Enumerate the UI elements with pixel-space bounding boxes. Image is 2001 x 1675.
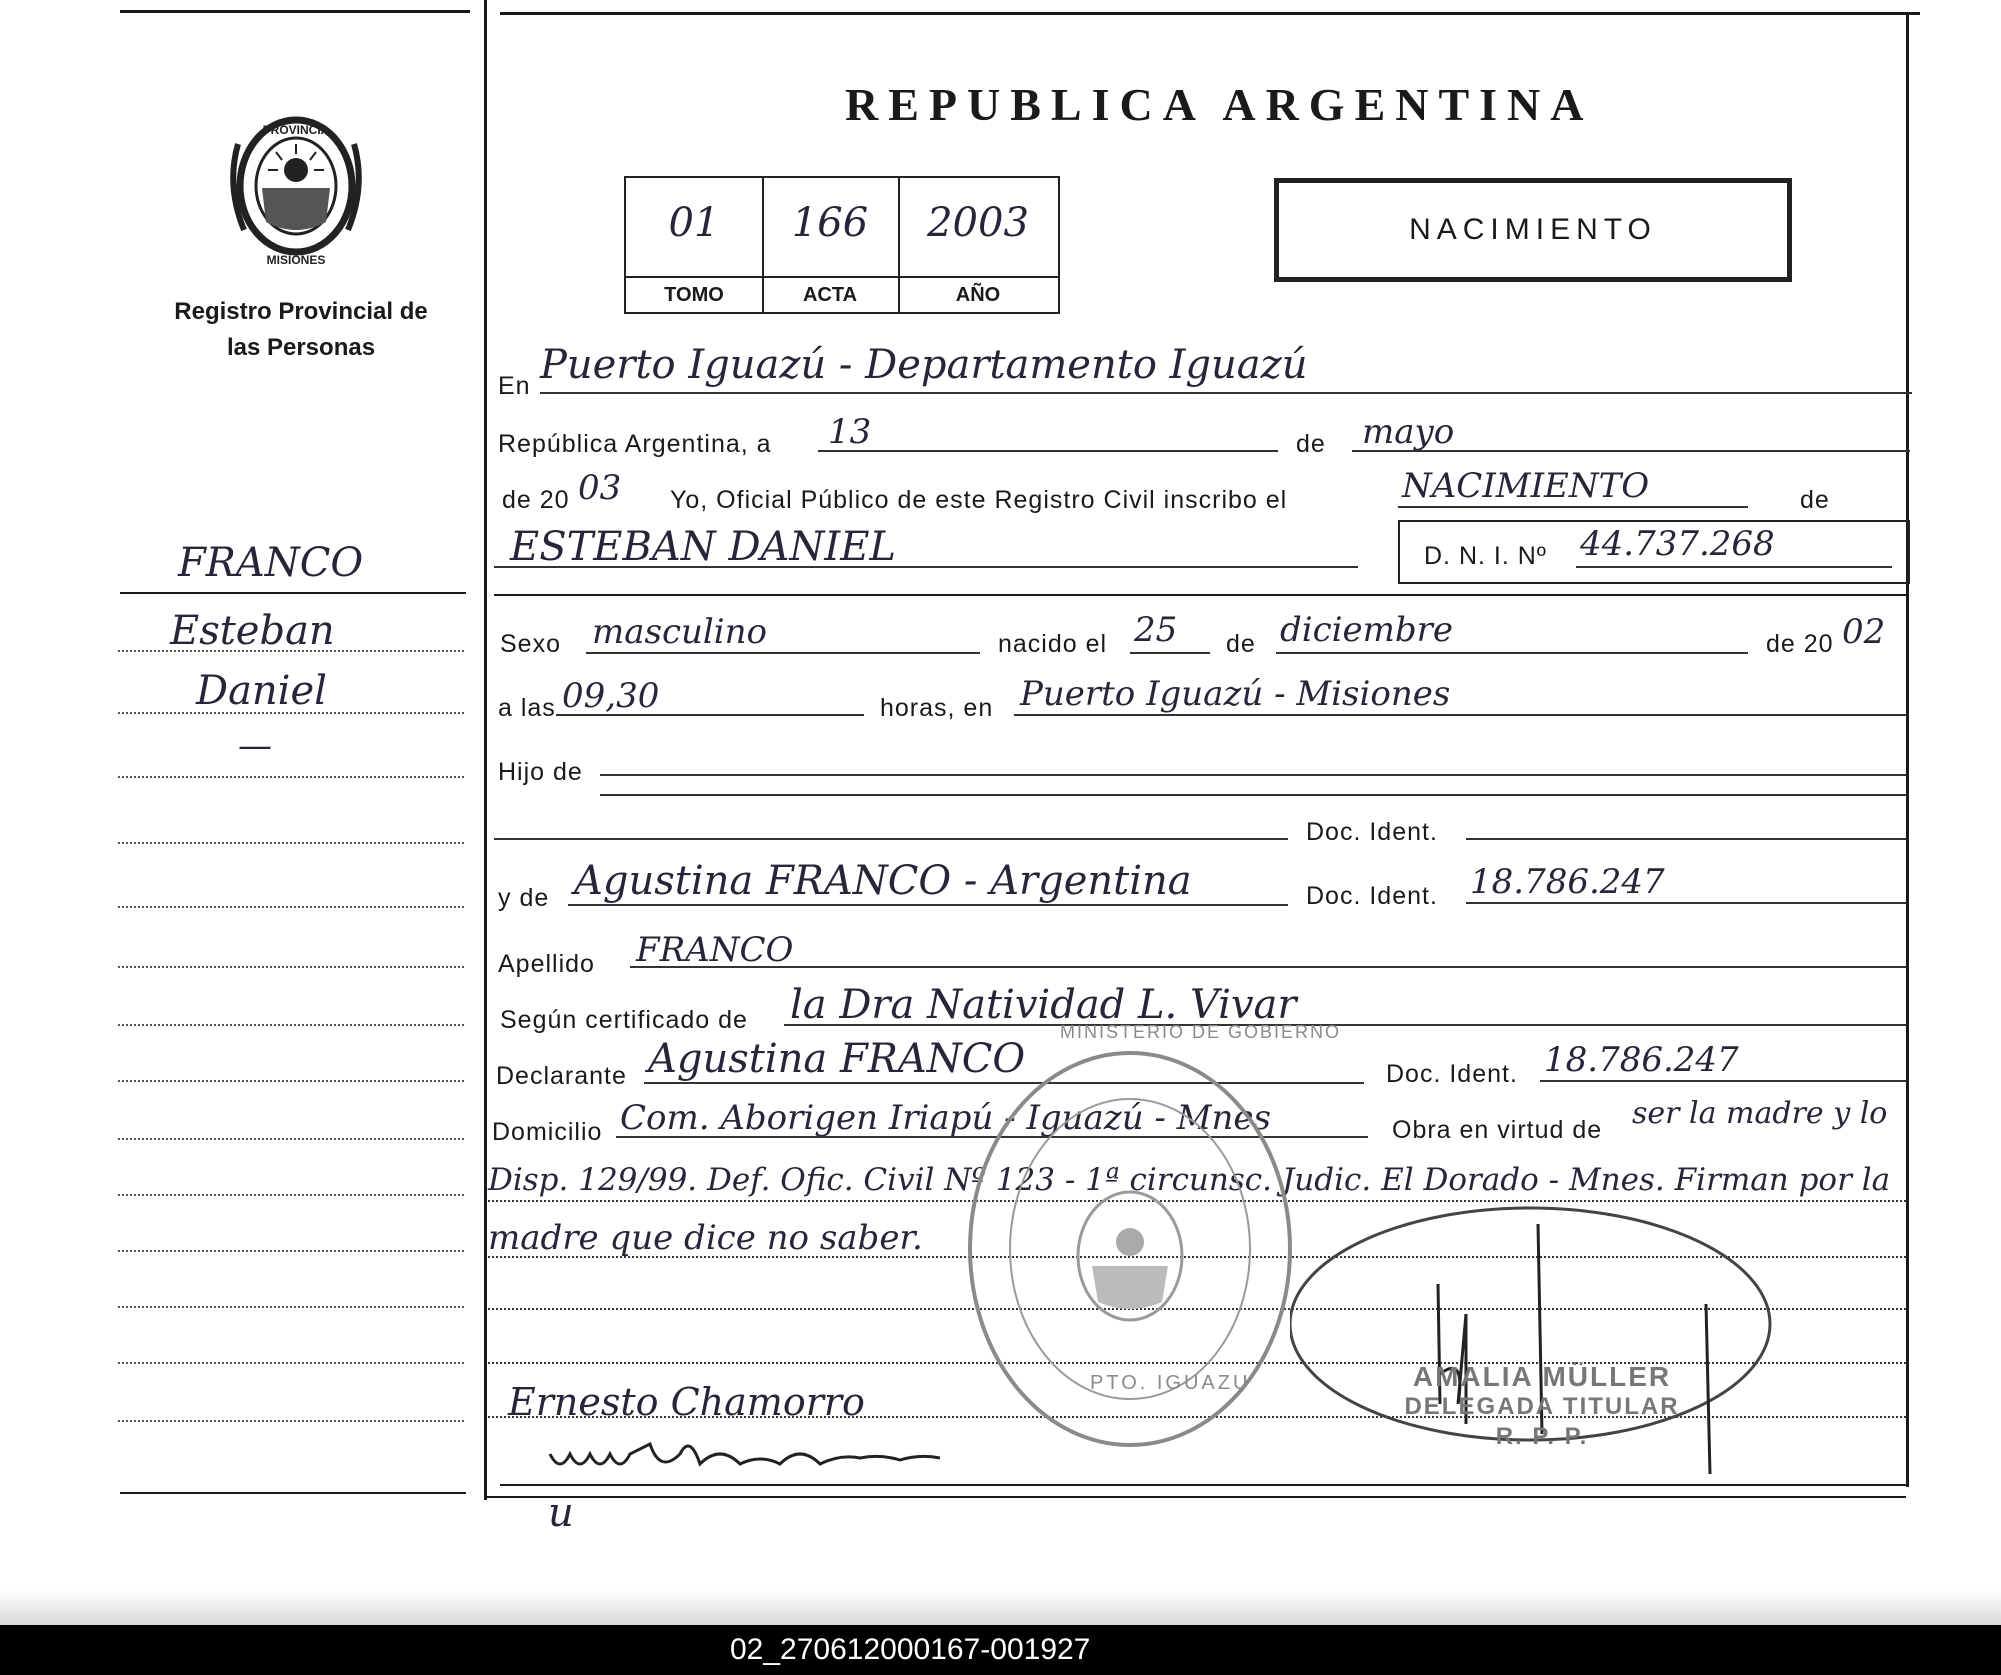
margin-dots <box>118 1138 464 1140</box>
seal-inner-text: MINISTERIO DE GOBIERNO <box>1060 1022 1342 1042</box>
y-de-label: y de <box>498 884 550 912</box>
declarante-value: Agustina FRANCO <box>648 1036 1026 1082</box>
full-name-value: ESTEBAN DANIEL <box>510 524 896 570</box>
official-name: AMALIA MÜLLER <box>1412 1361 1672 1392</box>
inscription-value: NACIMIENTO <box>1402 466 1650 506</box>
birth-place-value: Puerto Iguazú - Misiones <box>1020 674 1451 714</box>
margin-dots <box>118 966 464 968</box>
en-label: En <box>498 372 531 400</box>
mother-doc-value: 18.786.247 <box>1470 862 1665 902</box>
tomo-cell <box>626 178 764 312</box>
bottom-rule <box>500 1484 1906 1486</box>
witness-mark: u <box>548 1490 574 1536</box>
apellido-value: FRANCO <box>636 930 794 970</box>
margin-dots <box>118 1362 464 1364</box>
month-line <box>1352 450 1910 452</box>
margin-dots <box>118 1420 464 1422</box>
de-label-2: de <box>1800 486 1830 514</box>
witness-signature-2-icon <box>540 1424 960 1484</box>
witness-signature-1: Ernesto Chamorro <box>508 1380 865 1424</box>
declarante-label: Declarante <box>496 1062 627 1090</box>
record-number-box <box>624 176 1060 314</box>
official-stamp <box>1392 1362 1692 1452</box>
margin-dots <box>118 906 464 908</box>
dni-label: D. N. I. Nº <box>1424 542 1547 570</box>
birth-day-line <box>1130 652 1210 654</box>
declarante-doc-value: 18.786.247 <box>1544 1040 1739 1080</box>
note-line-1: Disp. 129/99. Def. Ofic. Civil Nº 123 - 1ª circunsc. Judic. El Dorado - Mnes. Firman por la <box>488 1162 1891 1198</box>
declarante-doc-line <box>1540 1080 1906 1082</box>
right-border <box>1906 12 1909 1487</box>
seal-location: PTO. IGUAZU <box>1090 1372 1251 1394</box>
obra-value: ser la madre y lo <box>1632 1096 1888 1131</box>
bottom-rule-2 <box>484 1496 1906 1498</box>
margin-dash: — <box>238 726 272 766</box>
year-suffix: 03 <box>578 468 622 508</box>
de-label-3: de <box>1226 630 1256 658</box>
emblem-top-text: PROVINCIA <box>262 123 330 137</box>
hour-value: 09,30 <box>562 676 660 716</box>
emblem-bottom-text: MISIONES <box>266 253 326 267</box>
section-rule <box>494 594 1906 596</box>
note-line-2: madre que dice no saber. <box>488 1218 923 1258</box>
margin-dots <box>118 1194 464 1196</box>
horas-label: horas, en <box>880 694 994 722</box>
ano-value: 2003 <box>927 200 1029 246</box>
republica-label: República Argentina, a <box>498 430 772 458</box>
mother-doc-label: Doc. Ident. <box>1306 882 1438 910</box>
margin-second-name: Daniel <box>196 668 327 714</box>
margin-bottom-rule <box>120 1492 466 1494</box>
acta-label: ACTA <box>762 276 898 312</box>
domicilio-value: Com. Aborigen Iriapú - Iguazú - Mnes <box>620 1098 1271 1138</box>
tomo-value: 01 <box>668 200 720 246</box>
left-top-rule <box>120 10 470 13</box>
acta-cell <box>762 178 900 312</box>
segun-label: Según certificado de <box>500 1006 748 1034</box>
month-value: mayo <box>1362 412 1455 452</box>
father-doc-line <box>1466 838 1906 840</box>
birth-year-prefix: de 20 <box>1766 630 1834 658</box>
birth-place-line <box>1014 714 1906 716</box>
hijo-line <box>600 774 1906 776</box>
hijo-line-2 <box>600 794 1906 796</box>
margin-rule-1 <box>120 592 466 594</box>
day-line <box>818 450 1278 452</box>
record-type: NACIMIENTO <box>1409 213 1657 246</box>
birth-month-line <box>1276 652 1748 654</box>
full-name-line <box>494 566 1358 568</box>
mother-value: Agustina FRANCO - Argentina <box>574 858 1192 904</box>
official-org: R. P. P. <box>1495 1423 1589 1450</box>
apellido-label: Apellido <box>498 950 595 978</box>
mother-doc-line <box>1466 902 1906 904</box>
nacido-label: nacido el <box>998 630 1108 658</box>
dni-value: 44.737.268 <box>1580 524 1775 564</box>
column-divider <box>484 0 487 1500</box>
year-prefix: de 20 <box>502 486 570 514</box>
certificate-line <box>784 1024 1906 1026</box>
apellido-line <box>630 966 1906 968</box>
sexo-value: masculino <box>592 612 768 652</box>
country-title: REPUBLICA ARGENTINA <box>845 79 1594 130</box>
margin-dots <box>118 1024 464 1026</box>
ano-cell <box>898 178 1058 312</box>
margin-dots <box>118 842 464 844</box>
doc-ident-label: Doc. Ident. <box>1306 818 1438 846</box>
scan-bottom-edge <box>0 1590 2001 1625</box>
footer-code: 02_270612000167-001927 <box>730 1633 1091 1666</box>
inscription-line <box>1398 506 1748 508</box>
scan-footer <box>0 1625 2001 1675</box>
margin-dots <box>118 1080 464 1082</box>
acta-value: 166 <box>791 200 869 246</box>
en-line <box>540 392 1912 394</box>
margin-first-name: Esteban <box>170 608 335 654</box>
birth-year-suffix: 02 <box>1842 612 1886 652</box>
a-las-label: a las <box>498 694 556 722</box>
hijo-label: Hijo de <box>498 758 583 786</box>
official-title: DELEGADA TITULAR <box>1404 1393 1680 1420</box>
registry-name: Registro Provincial de las Personas <box>174 298 428 361</box>
sexo-label: Sexo <box>500 630 561 658</box>
tomo-label: TOMO <box>626 276 762 312</box>
margin-surname: FRANCO <box>178 540 364 586</box>
coat-of-arms-icon <box>222 104 370 274</box>
record-type-box <box>1274 178 1792 282</box>
birth-day-value: 25 <box>1134 610 1178 650</box>
margin-dots <box>118 650 464 652</box>
father-doc-blank <box>494 838 1288 840</box>
obra-label: Obra en virtud de <box>1392 1116 1603 1144</box>
dni-line <box>1576 566 1892 568</box>
certificate-value: la Dra Natividad L. Vivar <box>790 982 1297 1028</box>
place-value: Puerto Iguazú - Departamento Iguazú <box>540 342 1308 388</box>
declarante-doc-label: Doc. Ident. <box>1386 1060 1518 1088</box>
de-label: de <box>1296 430 1326 458</box>
ano-label: AÑO <box>898 276 1058 312</box>
margin-dots <box>118 1250 464 1252</box>
sexo-line <box>586 652 980 654</box>
margin-dots <box>118 712 464 714</box>
dni-box <box>1398 520 1910 584</box>
yo-text: Yo, Oficial Público de este Registro Civil inscribo el <box>670 486 1288 514</box>
mother-line <box>568 904 1288 906</box>
day-value: 13 <box>828 412 872 452</box>
right-top-rule <box>500 12 1920 15</box>
hour-line <box>556 714 864 716</box>
margin-dots <box>118 776 464 778</box>
domicilio-label: Domicilio <box>492 1118 603 1146</box>
margin-dots <box>118 1306 464 1308</box>
birth-month-value: diciembre <box>1280 610 1454 650</box>
